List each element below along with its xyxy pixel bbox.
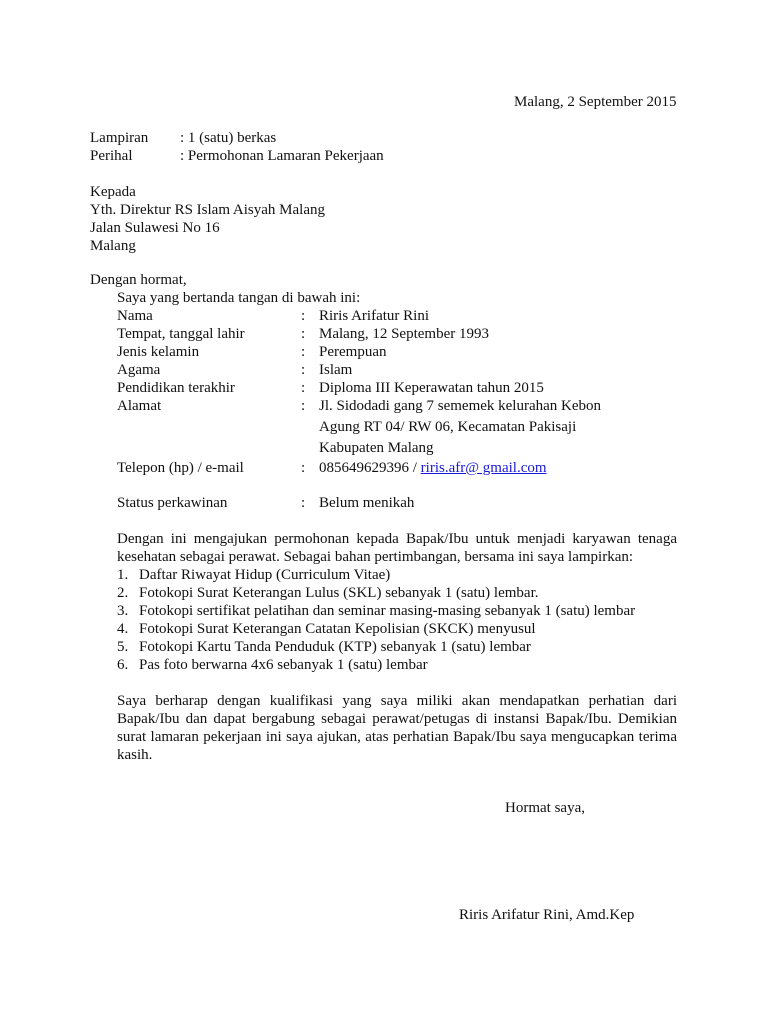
signer-name: Riris Arifatur Rini, Amd.Kep xyxy=(459,907,635,923)
field-label-religion: Agama xyxy=(117,362,161,378)
field-label-marital: Status perkawinan xyxy=(117,495,228,511)
field-colon: : xyxy=(301,380,306,396)
list-number: 4. xyxy=(117,621,129,637)
list-number: 5. xyxy=(117,639,129,655)
field-value-marital: Belum menikah xyxy=(319,495,415,511)
field-colon: : xyxy=(301,362,306,378)
subject-label: Perihal xyxy=(90,148,133,164)
request-paragraph xyxy=(117,530,677,566)
subject-value: : Permohonan Lamaran Pekerjaan xyxy=(180,148,384,164)
field-colon: : xyxy=(301,308,306,324)
field-value-education: Diploma III Keperawatan tahun 2015 xyxy=(319,380,544,396)
field-label-name: Nama xyxy=(117,308,153,324)
field-value-birth: Malang, 12 September 1993 xyxy=(319,326,489,342)
field-value-gender: Perempuan xyxy=(319,344,387,360)
list-text: Fotokopi Kartu Tanda Penduduk (KTP) sebanyak 1 (satu) lembar xyxy=(139,639,531,655)
field-value-address-line: Jl. Sidodadi gang 7 sememek kelurahan Kebon xyxy=(319,398,602,414)
phone-number: 085649629396 / xyxy=(319,460,421,476)
list-number: 1. xyxy=(117,567,129,583)
paragraph-line: kasih. xyxy=(117,747,153,763)
field-value-contact xyxy=(319,459,547,477)
attachments-list xyxy=(117,566,635,674)
paragraph-line: Bapak/Ibu dan dapat bergabung sebagai perawat/petugas di instansi Bapak/Ibu. Demikian xyxy=(117,711,677,727)
list-item xyxy=(117,602,635,620)
list-item xyxy=(117,584,635,602)
attachment-value: : 1 (satu) berkas xyxy=(180,130,277,146)
list-item xyxy=(117,620,635,638)
list-text: Pas foto berwarna 4x6 sebanyak 1 (satu) lembar xyxy=(139,657,428,673)
paragraph-line: Saya berharap dengan kualifikasi yang saya miliki akan mendapatkan perhatian dari xyxy=(117,693,677,709)
email-link[interactable]: riris.afr@ gmail.com xyxy=(420,460,547,476)
field-value-religion: Islam xyxy=(319,362,353,378)
attachment-label: Lampiran xyxy=(90,130,149,146)
hope-paragraph xyxy=(117,692,677,764)
field-label-birth: Tempat, tanggal lahir xyxy=(117,326,245,342)
field-label-education: Pendidikan terakhir xyxy=(117,380,235,396)
greeting: Dengan hormat, xyxy=(90,272,187,288)
list-text: Fotokopi Surat Keterangan Catatan Kepolisian (SKCK) menyusul xyxy=(139,621,536,637)
recipient-line: Yth. Direktur RS Islam Aisyah Malang xyxy=(90,202,325,218)
field-label-contact: Telepon (hp) / e-mail xyxy=(117,460,244,476)
field-colon: : xyxy=(301,344,306,360)
recipient-line: Jalan Sulawesi No 16 xyxy=(90,220,220,236)
list-number: 3. xyxy=(117,603,129,619)
closing-text: Hormat saya, xyxy=(505,800,585,816)
field-label-address: Alamat xyxy=(117,398,162,414)
list-text: Fotokopi Surat Keterangan Lulus (SKL) sebanyak 1 (satu) lembar. xyxy=(139,585,539,601)
intro-text: Saya yang bertanda tangan di bawah ini: xyxy=(117,290,361,306)
field-colon: : xyxy=(301,495,306,511)
field-colon: : xyxy=(301,398,306,414)
list-item xyxy=(117,638,635,656)
field-value-address-line: Kabupaten Malang xyxy=(319,440,434,456)
list-number: 2. xyxy=(117,585,129,601)
field-label-gender: Jenis kelamin xyxy=(117,344,200,360)
letter-date: Malang, 2 September 2015 xyxy=(514,94,677,110)
list-text: Fotokopi sertifikat pelatihan dan seminar masing-masing sebanyak 1 (satu) lembar xyxy=(139,603,636,619)
field-colon: : xyxy=(301,460,306,476)
recipient-line: Malang xyxy=(90,238,136,254)
paragraph-line: kesehatan sebagai perawat. Sebagai bahan pertimbangan, bersama ini saya lampirkan: xyxy=(117,549,634,565)
list-item xyxy=(117,656,635,674)
paragraph-line: surat lamaran pekerjaan ini saya ajukan, atas perhatian Bapak/Ibu saya mengucapkan terima xyxy=(117,729,677,745)
field-colon: : xyxy=(301,326,306,342)
field-value-name: Riris Arifatur Rini xyxy=(319,308,429,324)
paragraph-line: Dengan ini mengajukan permohonan kepada Bapak/Ibu untuk menjadi karyawan tenaga xyxy=(117,531,677,547)
field-value-address-line: Agung RT 04/ RW 06, Kecamatan Pakisaji xyxy=(319,419,577,435)
list-item xyxy=(117,566,635,584)
recipient-line: Kepada xyxy=(90,184,136,200)
list-text: Daftar Riwayat Hidup (Curriculum Vitae) xyxy=(139,567,391,583)
list-number: 6. xyxy=(117,657,129,673)
